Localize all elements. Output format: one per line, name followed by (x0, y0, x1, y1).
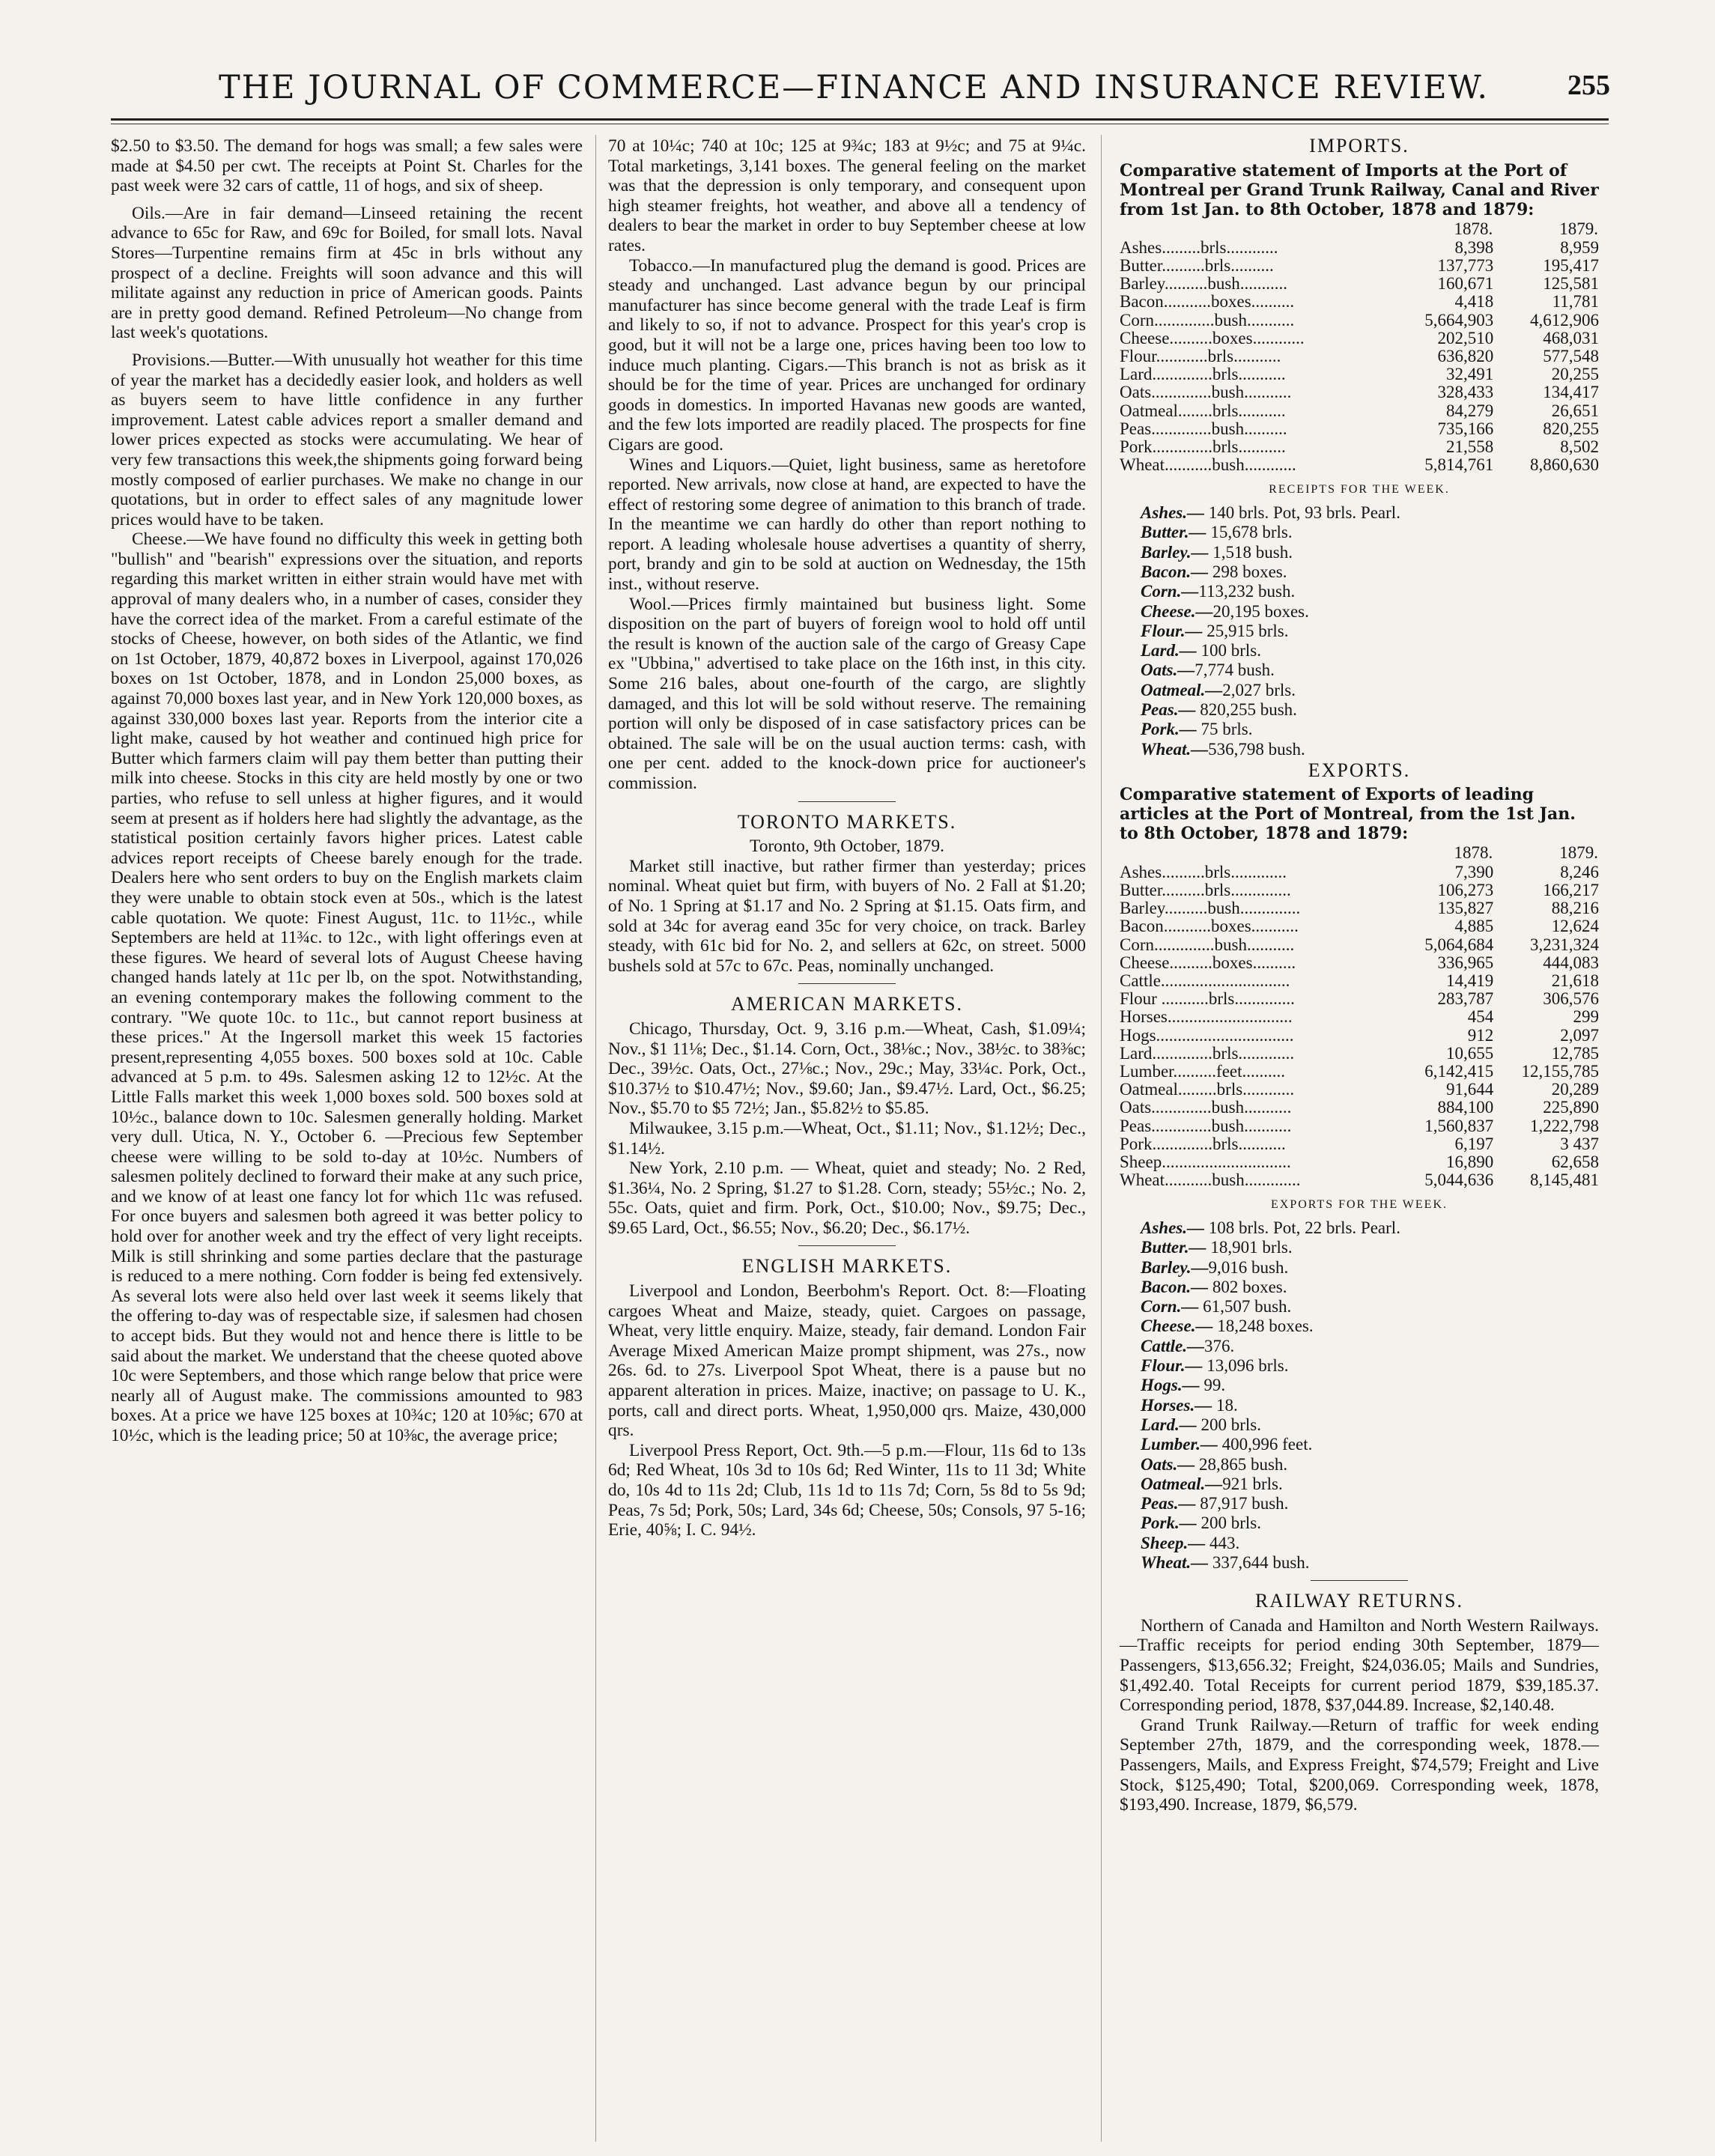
imports-cell-y1: 160,671 (1437, 274, 1494, 294)
exports-week-commodity: Pork.— (1141, 1513, 1197, 1533)
imports-cell-item: Oats..............bush........... (1120, 383, 1292, 402)
exports-row (1120, 1171, 1599, 1189)
exports-cell-y1: 6,142,415 (1424, 1061, 1494, 1081)
journal-title: THE JOURNAL OF COMMERCE—FINANCE AND INSURANCE REVIEW. (218, 69, 1490, 106)
exports-cell-item: Horses............................. (1120, 1007, 1293, 1027)
imports-week-item (1141, 602, 1599, 622)
imports-week-item (1141, 543, 1599, 562)
exports-week-commodity: Peas.— (1141, 1494, 1196, 1513)
exports-row (1120, 936, 1599, 954)
imports-week-item (1141, 681, 1599, 700)
imports-week-commodity: Cheese.— (1141, 601, 1213, 621)
exports-row (1120, 1081, 1599, 1099)
exports-week-commodity: Horses.— (1141, 1395, 1212, 1415)
exports-cell-y2: 2,097 (1560, 1025, 1599, 1045)
imports-week-quantity: 75 brls. (1196, 720, 1253, 739)
imports-cell-item: Lard..............brls........... (1120, 365, 1286, 384)
exports-cell-y2: 12,624 (1551, 917, 1599, 936)
grand-trunk-paragraph: Grand Trunk Railway.—Return of traffic for week ending September 27th, 1879, and the corresponding week, 1878.—Passengers, Mails, and Express Freight, $74,579; Freight and Live Stock, $125,490; Total, $200,069. Corresponding week, 1878, $193,490. Increase, 1879, $6,579. (1120, 1715, 1599, 1815)
page-header (97, 69, 1610, 106)
exports-cell-y1: 5,064,684 (1424, 935, 1494, 954)
wool-paragraph: Wool.—Prices firmly maintained but business light. Some disposition on the part of buyers of foreign wool to hold off until the result is known of the auction sale of the cargo of Greasy Cape ex "Ubbina," advertised to take place on the 16th inst, in this city. Some 216 bales, about one-fourth of the cargo, are slightly damaged, and this lot will be sold without reserve. The remaining portion will only be disposed of in case satisfactory prices can be obtained. The sale will be on the usual auction terms: cash, with one per cent. added to the knock-down price for auctioneer's commission. (608, 594, 1086, 793)
exports-week-item (1141, 1317, 1599, 1336)
exports-cell-item: Ashes..........brls............. (1120, 862, 1287, 881)
imports-week-commodity: Bacon.— (1141, 562, 1209, 581)
exports-cell-y1: 912 (1467, 1025, 1494, 1045)
imports-week-commodity: Wheat.— (1141, 739, 1209, 759)
exports-week-commodity: Cattle.— (1141, 1336, 1204, 1355)
exports-cell-y2: 8,246 (1560, 862, 1599, 881)
imports-week-heading: RECEIPTS FOR THE WEEK. (1269, 483, 1450, 497)
exports-week-item (1141, 1258, 1599, 1278)
imports-row (1120, 347, 1599, 365)
exports-cell-item: Peas..............bush........... (1120, 1116, 1292, 1135)
exports-cell-y1: 10,655 (1445, 1043, 1494, 1063)
imports-row (1120, 330, 1599, 347)
imports-cell-y2: 577,548 (1543, 347, 1599, 366)
exports-week-item (1141, 1297, 1599, 1317)
exports-week-commodity: Oatmeal.— (1141, 1474, 1223, 1493)
exports-week-commodity: Bacon.— (1141, 1277, 1209, 1296)
milwaukee-paragraph: Milwaukee, 3.15 p.m.—Wheat, Oct., $1.11; Nov., $1.12½; Dec., $1.14½. (608, 1118, 1086, 1159)
imports-cell-y1: 21,558 (1445, 437, 1494, 457)
exports-week-item (1141, 1494, 1599, 1513)
exports-week-quantity: 376. (1203, 1336, 1235, 1355)
imports-cell-y1: 32,491 (1445, 365, 1494, 384)
exports-week-quantity: 13,096 brls. (1202, 1356, 1289, 1376)
exports-cell-item: Bacon...........boxes........... (1120, 917, 1299, 936)
exports-row (1120, 1099, 1599, 1117)
imports-week-commodity: Butter.— (1141, 523, 1206, 542)
imports-cell-item: Wheat...........bush............ (1120, 455, 1296, 475)
imports-week-commodity: Pork.— (1141, 720, 1197, 739)
exports-cell-item: Corn..............bush........... (1120, 935, 1295, 954)
imports-year-header (1120, 219, 1599, 239)
section-rule (798, 1245, 896, 1246)
chicago-paragraph: Chicago, Thursday, Oct. 9, 3.16 p.m.—Wheat, Cash, $1.09¼; Nov., $1 11⅛; Dec., $1.14. Corn, Oct., 38⅛c.; Nov., 38½c. to 38⅜c; Dec., 39½c. Oats, Oct., 27⅛c.; Nov., 29c.; May, 33¼c. Pork, Oct., $10.37½ to $10.47½; Nov., $9.60; Jan., $9.47½. Lard, Oct., $6.25; Nov., $5.70 to $5 72½; Jan., $5.82½ to $5.85. (608, 1018, 1086, 1119)
exports-cell-y1: 7,390 (1454, 862, 1494, 881)
imports-row (1120, 383, 1599, 401)
exports-row (1120, 1153, 1599, 1171)
exports-cell-y1: 454 (1467, 1007, 1494, 1027)
exports-cell-item: Butter..........brls.............. (1120, 880, 1291, 899)
provisions-paragraph: Provisions.—Butter.—With unusually hot weather for this time of year the market has a decidedly easier look, and holders as well as buyers seem to have little confidence in any further improvement. Latest cable advices report a smaller demand and lower prices expected as stocks were accumulating. We hear of very few transactions this week,the shipments going forward being mostly composed of earlier purchases. We make no change in our quotations, but in order to effect sales of any magnitude lower prices would have to be taken. (111, 350, 583, 529)
exports-cell-item: Cheese..........boxes.......... (1120, 953, 1296, 972)
imports-week-quantity: 140 brls. Pot, 93 brls. Pearl. (1204, 503, 1400, 523)
exports-cell-y1: 1,560,837 (1424, 1116, 1494, 1135)
imports-week-quantity: 25,915 brls. (1202, 621, 1289, 640)
imports-week-quantity: 2,027 brls. (1222, 680, 1296, 699)
imports-heading: IMPORTS. (1309, 135, 1409, 157)
exports-week-commodity: Lumber.— (1141, 1435, 1218, 1454)
imports-cell-item: Butter..........brls.......... (1120, 256, 1274, 275)
imports-cell-y1: 4,418 (1454, 292, 1494, 312)
exports-cell-item: Sheep.............................. (1120, 1152, 1291, 1171)
imports-week-item (1141, 503, 1599, 523)
exports-week-item (1141, 1376, 1599, 1395)
exports-week-commodity: Hogs.— (1141, 1376, 1200, 1395)
imports-week-item (1141, 661, 1599, 680)
exports-cell-y1: 91,644 (1445, 1080, 1494, 1099)
imports-week-quantity: 20,195 boxes. (1212, 601, 1309, 621)
exports-week-item (1141, 1356, 1599, 1376)
exports-cell-item: Flour ...........brls.............. (1120, 989, 1295, 1009)
imports-row (1120, 257, 1599, 275)
exports-week-commodity: Ashes.— (1141, 1218, 1204, 1237)
exports-cell-y2: 1,222,798 (1530, 1116, 1599, 1135)
exports-week-list (1120, 1218, 1599, 1573)
imports-week-item (1141, 562, 1599, 582)
imports-week-commodity: Flour.— (1141, 621, 1203, 640)
exports-week-commodity: Lard.— (1141, 1415, 1197, 1434)
imports-table (1120, 219, 1599, 475)
oils-paragraph: Oils.—Are in fair demand—Linseed retaining the recent advance to 65c for Raw, and 69c for Boiled, for small lots. Naval Stores—Turpentine remains firm at 45c in brls without any prospect of a decline. Freights will soon advance and this will militate against any reduction in price of American goods. Paints are in pretty good demand. Refined Petroleum—No change from last week's quotations. (111, 203, 583, 343)
imports-week-item (1141, 700, 1599, 720)
imports-cell-y2: 820,255 (1543, 419, 1599, 438)
column-1 (111, 136, 583, 1446)
exports-cell-y1: 135,827 (1437, 899, 1494, 918)
hogs-paragraph: $2.50 to $3.50. The demand for hogs was small; a few sales were made at $4.50 per cwt. The receipts at Point St. Charles for the past week were 32 cars of cattle, 11 of hogs, and six of sheep. (111, 136, 583, 196)
exports-week-quantity: 921 brls. (1222, 1474, 1283, 1493)
imports-cell-y2: 4,612,906 (1530, 310, 1599, 330)
exports-cell-y1: 283,787 (1437, 989, 1494, 1009)
exports-week-commodity: Flour.— (1141, 1356, 1203, 1376)
exports-week-quantity: 802 boxes. (1208, 1277, 1287, 1296)
exports-week-quantity: 200 brls. (1196, 1513, 1261, 1533)
exports-cell-y1: 106,273 (1437, 880, 1494, 899)
exports-cell-item: Cattle.............................. (1120, 971, 1290, 990)
imports-week-list (1120, 503, 1599, 759)
imports-cell-y1: 84,279 (1445, 401, 1494, 420)
exports-intro: Comparative statement of Exports of leading articles at the Port of Montreal, from the 1st Jan. to 8th October, 1878 and 1879: (1120, 785, 1576, 844)
exports-heading: EXPORTS. (1308, 759, 1411, 781)
exports-week-quantity: 61,507 bush. (1198, 1297, 1292, 1317)
exports-cell-y1: 5,044,636 (1424, 1170, 1494, 1190)
exports-cell-y2: 20,289 (1551, 1080, 1599, 1099)
imports-row (1120, 420, 1599, 438)
exports-row (1120, 1135, 1599, 1153)
exports-week-item (1141, 1218, 1599, 1238)
imports-cell-y2: 11,781 (1552, 292, 1599, 312)
exports-row (1120, 1117, 1599, 1135)
exports-cell-item: Hogs................................ (1120, 1025, 1294, 1045)
toronto-paragraph: Market still inactive, but rather firmer than yesterday; prices nominal. Wheat quiet but firm, with buyers of No. 2 Fall at $1.20; of No. 1 Spring at $1.17 and No. 2 Spring at $1.15. Oats firm, and sold at 34c for averag eand 35c for very choice, on track. Barley steady, with 61c bid for No. 2, and sellers at 62c, on street. 5000 bushels sold at 57c to 67c. Peas, nominally unchanged. (608, 856, 1086, 976)
exports-week-quantity: 18,901 brls. (1206, 1238, 1293, 1257)
imports-week-item (1141, 622, 1599, 641)
exports-cell-item: Lard..............brls............. (1120, 1043, 1295, 1063)
exports-week-quantity: 28,865 bush. (1195, 1454, 1288, 1474)
exports-cell-y2: 3,231,324 (1530, 935, 1599, 954)
exports-week-item (1141, 1553, 1599, 1573)
exports-cell-y2: 88,216 (1551, 899, 1599, 918)
exports-week-item (1141, 1534, 1599, 1553)
exports-week-item (1141, 1455, 1599, 1475)
exports-cell-item: Pork..............brls........... (1120, 1134, 1286, 1153)
exports-cell-y2: 444,083 (1543, 953, 1599, 972)
imports-week-commodity: Oatmeal.— (1141, 680, 1223, 699)
exports-cell-item: Lumber..........feet.......... (1120, 1061, 1286, 1081)
exports-row (1120, 972, 1599, 990)
liverpool-paragraph: Liverpool and London, Beerbohm's Report. Oct. 8:—Floating cargoes Wheat and Maize, steady, quiet. Cargoes on passage, Wheat, very little enquiry. Maize, steady, fair demand. London Fair Average Mixed American Maize prompt shipment, was 27s., now 26s. 6d. to 27s. Liverpool Spot Wheat, there is a pause but no apparent alteration in prices. Maize, inactive; on passage to U. K., ports, call and direct ports. Wheat, 1,950,000 qrs. Maize, 430,000 qrs. (608, 1281, 1086, 1441)
exports-cell-item: Oatmeal.........brls............ (1120, 1080, 1295, 1099)
exports-year-1878: 1878. (1454, 843, 1493, 863)
section-rule (798, 801, 896, 802)
imports-week-commodity: Barley.— (1141, 542, 1209, 562)
exports-cell-y2: 21,618 (1551, 971, 1599, 990)
exports-year-1879: 1879. (1559, 843, 1598, 863)
northern-railway-paragraph: Northern of Canada and Hamilton and North Western Railways.—Traffic receipts for period ending 30th September, 1879—Passengers, $13,656.32; Freight, $24,036.05; Mails and Sundries, $1,492.40. Total Receipts for current period 1879, $39,185.37. Corresponding period, 1878, $37,044.89. Increase, $2,140.48. (1120, 1615, 1599, 1716)
imports-week-item (1141, 740, 1599, 759)
imports-row (1120, 438, 1599, 456)
exports-week-item (1141, 1396, 1599, 1415)
exports-week-commodity: Sheep.— (1141, 1533, 1206, 1552)
exports-week-commodity: Butter.— (1141, 1238, 1206, 1257)
exports-cell-item: Wheat...........bush............. (1120, 1170, 1301, 1190)
american-markets-heading: AMERICAN MARKETS. (731, 993, 963, 1015)
exports-week-quantity: 99. (1199, 1376, 1226, 1395)
imports-week-quantity: 820,255 bush. (1195, 700, 1297, 719)
imports-week-commodity: Lard.— (1141, 641, 1197, 661)
exports-row (1120, 1045, 1599, 1063)
imports-row (1120, 312, 1599, 330)
imports-intro: Comparative statement of Imports at the Port of Montreal per Grand Trunk Railway, Canal and River from 1st Jan. to 8th October, 1878 and 1879: (1120, 160, 1599, 219)
exports-cell-y2: 12,785 (1551, 1043, 1599, 1063)
exports-cell-y2: 225,890 (1543, 1098, 1599, 1117)
exports-cell-y1: 14,419 (1445, 971, 1494, 990)
exports-cell-y2: 306,576 (1543, 989, 1599, 1009)
column-2 (608, 136, 1086, 1540)
imports-cell-y2: 8,860,630 (1530, 455, 1599, 475)
imports-week-commodity: Peas.— (1141, 700, 1196, 719)
exports-week-commodity: Wheat.— (1141, 1552, 1209, 1572)
toronto-markets-heading: TORONTO MARKETS. (737, 810, 957, 833)
imports-cell-y1: 8,398 (1454, 237, 1494, 257)
exports-week-quantity: 108 brls. Pot, 22 brls. Pearl. (1204, 1218, 1400, 1237)
exports-week-heading: EXPORTS FOR THE WEEK. (1270, 1198, 1448, 1212)
exports-cell-y2: 12,155,785 (1521, 1061, 1599, 1081)
exports-row (1120, 954, 1599, 972)
exports-cell-y1: 884,100 (1437, 1098, 1494, 1117)
imports-cell-y2: 195,417 (1543, 256, 1599, 275)
exports-row (1120, 1063, 1599, 1081)
imports-year-1878: 1878. (1454, 219, 1493, 238)
imports-row (1120, 239, 1599, 257)
imports-rows (1120, 239, 1599, 475)
imports-row (1120, 402, 1599, 420)
imports-row (1120, 456, 1599, 474)
imports-week-commodity: Oats.— (1141, 661, 1195, 680)
imports-cell-item: Ashes.........brls............ (1120, 237, 1278, 257)
imports-year-1879: 1879. (1559, 219, 1598, 238)
imports-cell-y2: 125,581 (1543, 274, 1599, 294)
imports-cell-y1: 137,773 (1437, 256, 1494, 275)
imports-cell-y2: 8,959 (1560, 237, 1599, 257)
railway-returns-heading: RAILWAY RETURNS. (1254, 1590, 1464, 1612)
exports-cell-y1: 4,885 (1454, 917, 1494, 936)
imports-cell-item: Oatmeal........brls........... (1120, 401, 1286, 420)
column-divider (1101, 135, 1102, 2142)
imports-row (1120, 275, 1599, 293)
newyork-paragraph: New York, 2.10 p.m. — Wheat, quiet and steady; No. 2 Red, $1.36¼, No. 2 Spring, $1.27 to $1.28. Corn, steady; 55½c.; No. 2, 55c. Oats, quiet and firm. Pork, Oct., $10.00; Nov., $9.75; Dec., $9.65 Lard, Oct., $6.55; Nov., $6.20; Dec., $6.17½. (608, 1159, 1086, 1238)
exports-cell-y1: 336,965 (1437, 953, 1494, 972)
exports-week-commodity: Barley.— (1141, 1257, 1209, 1277)
imports-week-item (1141, 582, 1599, 601)
imports-cell-item: Flour............brls........... (1120, 347, 1281, 366)
exports-year-header (1120, 843, 1599, 863)
exports-week-quantity: 87,917 bush. (1195, 1494, 1289, 1513)
exports-week-quantity: 18,248 boxes. (1212, 1317, 1314, 1336)
section-rule (1311, 1580, 1408, 1581)
tobacco-paragraph: Tobacco.—In manufactured plug the demand is good. Prices are steady and unchanged. Last advance begun by our principal manufacturer has since become general with the trade Leaf is firm and likely to so, if not to advance. Prospect for this year's crop is good, but it will not be a large one, prices having been too low to induce much planting. Cigars.—This branch is not as brisk as it should be for the time of year. Prices are unchanged for ordinary goods in domestics. In imported Havanas new goods are wanted, and the few lots imported are readily placed. The prospects for fine Cigars are good. (608, 255, 1086, 455)
press-report-paragraph: Liverpool Press Report, Oct. 9th.—5 p.m.—Flour, 11s 6d to 13s 6d; Red Wheat, 10s 3d to 10s 6d; Red Winter, 11s to 11 3d; White do, 10s 4d to 11s 2d; Club, 11s 1d to 11s 7d; Corn, 5s 8d to 5s 9d; Peas, 7s 5d; Pork, 50s; Lard, 34s 6d; Cheese, 50s; Consols, 97 5-16; Erie, 40⅝; I. C. 94½. (608, 1440, 1086, 1540)
exports-week-item (1141, 1238, 1599, 1257)
exports-cell-y1: 16,890 (1445, 1152, 1494, 1171)
header-rule (111, 118, 1609, 121)
column-divider (595, 135, 596, 2142)
section-rule (798, 983, 896, 984)
page-number: 255 (1567, 70, 1610, 101)
exports-week-commodity: Corn.— (1141, 1297, 1199, 1317)
imports-cell-item: Corn..............bush........... (1120, 310, 1295, 330)
imports-row (1120, 365, 1599, 383)
exports-cell-y1: 6,197 (1454, 1134, 1494, 1153)
imports-week-item (1141, 720, 1599, 739)
imports-cell-y1: 202,510 (1437, 328, 1494, 347)
exports-week-item (1141, 1513, 1599, 1533)
imports-cell-item: Pork..............brls........... (1120, 437, 1286, 457)
exports-row (1120, 1008, 1599, 1026)
imports-week-item (1141, 523, 1599, 542)
exports-week-item (1141, 1475, 1599, 1494)
toronto-dateline: Toronto, 9th October, 1879. (750, 836, 944, 857)
imports-week-item (1141, 641, 1599, 661)
imports-week-quantity: 15,678 brls. (1206, 523, 1293, 542)
imports-cell-item: Bacon...........boxes.......... (1120, 292, 1295, 312)
exports-week-quantity: 400,996 feet. (1217, 1435, 1313, 1454)
exports-week-commodity: Cheese.— (1141, 1317, 1213, 1336)
exports-week-item (1141, 1435, 1599, 1454)
exports-week-item (1141, 1337, 1599, 1356)
exports-cell-y2: 299 (1573, 1007, 1599, 1027)
exports-week-item (1141, 1415, 1599, 1435)
exports-row (1120, 863, 1599, 881)
exports-cell-y2: 8,145,481 (1530, 1170, 1599, 1190)
exports-row (1120, 899, 1599, 917)
imports-cell-item: Barley..........bush........... (1120, 274, 1288, 294)
exports-week-quantity: 18. (1212, 1395, 1238, 1415)
imports-week-quantity: 113,232 bush. (1198, 582, 1296, 601)
exports-table (1120, 843, 1599, 1189)
imports-cell-y2: 134,417 (1543, 383, 1599, 402)
imports-week-quantity: 7,774 bush. (1195, 661, 1275, 680)
exports-row (1120, 917, 1599, 935)
imports-cell-y2: 26,651 (1551, 401, 1599, 420)
exports-week-quantity: 200 brls. (1196, 1415, 1261, 1434)
cheese-continued-paragraph: 70 at 10¼c; 740 at 10c; 125 at 9¾c; 183 at 9½c; and 75 at 9¼c. Total marketings, 3,141 boxes. The general feeling on the market was that the depression is only temporary, and consequent upon high steamer freights, hot weather, and above all a tendency of dealers to bear the market in order to buy September cheese at low rates. (608, 136, 1086, 255)
imports-cell-item: Cheese..........boxes............ (1120, 328, 1305, 347)
imports-week-quantity: 100 brls. (1196, 641, 1261, 661)
imports-row (1120, 293, 1599, 311)
exports-cell-item: Oats..............bush........... (1120, 1098, 1292, 1117)
exports-week-quantity: 9,016 bush. (1208, 1257, 1289, 1277)
exports-week-item (1141, 1278, 1599, 1297)
imports-cell-y1: 735,166 (1437, 419, 1494, 438)
wines-paragraph: Wines and Liquors.—Quiet, light business, same as heretofore reported. New arrivals, now close at hand, are expected to have the effect of restoring some degree of animation to this branch of trade. In the meantime we can hardly do other than report nothing to report. A leading wholesale house advertises a quantity of sherry, port, brandy and gin to be sold at auction on Wednesday, the 15th inst., without reserve. (608, 455, 1086, 595)
english-markets-heading: ENGLISH MARKETS. (741, 1255, 953, 1278)
imports-cell-item: Peas..............bush.......... (1120, 419, 1287, 438)
exports-row (1120, 990, 1599, 1008)
exports-row (1120, 1027, 1599, 1045)
exports-week-commodity: Oats.— (1141, 1454, 1195, 1474)
exports-cell-y2: 3 437 (1560, 1134, 1599, 1153)
exports-week-quantity: 443. (1205, 1533, 1240, 1552)
imports-week-commodity: Ashes.— (1141, 503, 1204, 523)
imports-week-commodity: Corn.— (1141, 582, 1199, 601)
imports-cell-y2: 8,502 (1560, 437, 1599, 457)
exports-rows (1120, 863, 1599, 1190)
imports-week-quantity: 298 boxes. (1208, 562, 1287, 581)
exports-row (1120, 881, 1599, 899)
imports-week-quantity: 1,518 bush. (1208, 542, 1293, 562)
imports-cell-y2: 468,031 (1543, 328, 1599, 347)
imports-cell-y1: 5,664,903 (1424, 310, 1494, 330)
column-3 (1120, 136, 1599, 1815)
cheese-paragraph: Cheese.—We have found no difficulty this week in getting both "bullish" and "bearish" expressions over the situation, and reports regarding this market written in either strain would have met with approval of many dealers who, in a number of cases, consider they have the correct idea of the market. From a careful estimate of the stocks of Cheese, however, on both sides of the Atlantic, we find on 1st October, 1879, 40,872 boxes in Liverpool, against 170,026 boxes on 1st October, 1878, and in London 25,000 boxes, as against 70,000 boxes last year, and in New York 120,000 boxes, as against 330,000 boxes last year. Reports from the interior cite a light make, caused by hot weather and continued high price for Butter which farmers claim will pay them better than putting their milk into cheese. Stocks in this city are held mostly by one or two parties, who refuse to sell unless at higher figures, and it would seem at present as if holders here had slightly the advantage, as the statistical position certainly favors higher prices. Latest cable advices report receipts of Cheese barely enough for the trade. Dealers here who sent orders to buy on the English markets claim they were unable to obtain stock even at 50s., which is the latest cable quotation. We quote: Finest August, 11c. to 11½c., while Septembers are held at 11¾c. to 12c., with light offerings even at these figures. We heard of several lots of August Cheese having changed hands lately at 11c per lb, on the spot. Notwithstanding, an evening contemporary makes the following comment to the contrary. "We quote 10c. to 11c., but cannot report business at these prices." At the Ingersoll market this week 15 factories present,representing 4,055 boxes. 500 boxes sold at 10c. Cable advanced at 5 p.m. to 49s. Salesmen asking 12 to 12½c. At the Little Falls market this week 1,000 boxes sold. 500 boxes sold at 10½c., balance down to 10c. Salesmen generally holding. Market very dull. Utica, N. Y., October 6. —Precious few September cheese were willing to be sold to-day at 10½c. Numbers of salesmen politely declined to forward their make at any such price, and we know of at least one fancy lot for which 11c was refused. For once buyers and salesmen both agreed it was better policy to hold over for another week and try the effect of very light receipts. Milk is still shrinking and some parties declare that the pasturage is reduced to a mere nothing. Corn fodder is being fed extensively. As several lots were also held over last week it seems likely that the offering to-day was of respectable size, if salesmen had chosen to accept bids. But they would not and hence there is little to be said about the market. We understand that the cheese quoted above 10c were Septembers, and those which range below that price were nearly all of August make. The commissions amounted to 983 boxes. At a price we have 125 boxes at 10¾c; 120 at 10⅝c; 670 at 10½c, which is the leading price; 50 at 10⅜c, the average price; (111, 529, 583, 1445)
imports-cell-y1: 328,433 (1437, 383, 1494, 402)
exports-cell-y2: 166,217 (1543, 880, 1599, 899)
imports-week-quantity: 536,798 bush. (1208, 739, 1305, 759)
exports-cell-item: Barley..........bush.............. (1120, 899, 1301, 918)
exports-cell-y2: 62,658 (1551, 1152, 1599, 1171)
imports-cell-y2: 20,255 (1551, 365, 1599, 384)
imports-cell-y1: 5,814,761 (1424, 455, 1494, 475)
imports-cell-y1: 636,820 (1437, 347, 1494, 366)
exports-week-quantity: 337,644 bush. (1208, 1552, 1310, 1572)
